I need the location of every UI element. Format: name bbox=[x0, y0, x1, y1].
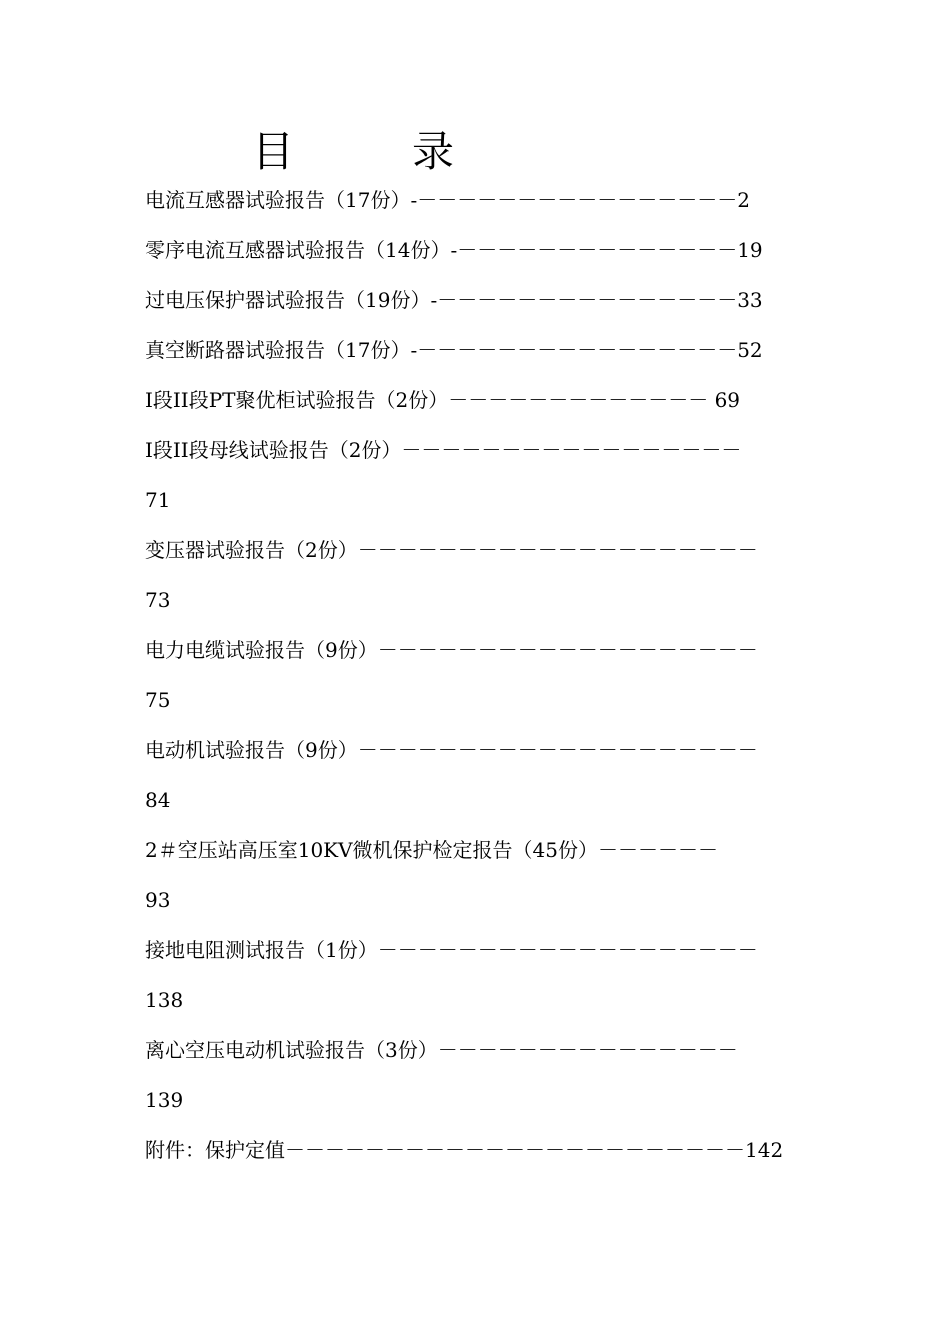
toc-list bbox=[145, 175, 805, 1175]
toc-line: 电动机试验报告（9份）－－－－－－－－－－－－－－－－－－－－ bbox=[145, 738, 758, 762]
toc-line: 接地电阻测试报告（1份）－－－－－－－－－－－－－－－－－－－ bbox=[145, 938, 758, 962]
toc-page-number: 93 bbox=[145, 888, 171, 912]
toc-line: 零序电流互感器试验报告（14份）-－－－－－－－－－－－－－－19 bbox=[145, 238, 763, 262]
toc-line: 2＃空压站高压室10KV微机保护检定报告（45份）－－－－－－ bbox=[145, 838, 719, 862]
toc-page-number: 71 bbox=[145, 488, 171, 512]
toc-page-number: 138 bbox=[145, 988, 184, 1012]
title-char-1: 目 bbox=[252, 127, 295, 176]
toc-page-number: 139 bbox=[145, 1088, 184, 1112]
toc-page-number: 73 bbox=[145, 588, 171, 612]
toc-page-number: 84 bbox=[145, 788, 171, 812]
toc-line: 附件：保护定值－－－－－－－－－－－－－－－－－－－－－－－142 bbox=[145, 1138, 784, 1162]
toc-line: 电力电缆试验报告（9份）－－－－－－－－－－－－－－－－－－－ bbox=[145, 638, 758, 662]
title-char-2: 录 bbox=[412, 127, 455, 176]
toc-line: 电流互感器试验报告（17份）-－－－－－－－－－－－－－－－－2 bbox=[145, 188, 750, 212]
toc-line: 离心空压电动机试验报告（3份）－－－－－－－－－－－－－－－ bbox=[145, 1038, 738, 1062]
toc-line: I段II段母线试验报告（2份）－－－－－－－－－－－－－－－－－ bbox=[145, 438, 742, 462]
toc-line: 变压器试验报告（2份）－－－－－－－－－－－－－－－－－－－－ bbox=[145, 538, 758, 562]
page-title bbox=[252, 126, 454, 178]
toc-line: 真空断路器试验报告（17份）-－－－－－－－－－－－－－－－－52 bbox=[145, 338, 763, 362]
toc-line: I段II段PT聚优柜试验报告（2份）－－－－－－－－－－－－－ 69 bbox=[145, 388, 741, 412]
toc-page-number: 75 bbox=[145, 688, 171, 712]
toc-line: 过电压保护器试验报告（19份）-－－－－－－－－－－－－－－－33 bbox=[145, 288, 763, 312]
